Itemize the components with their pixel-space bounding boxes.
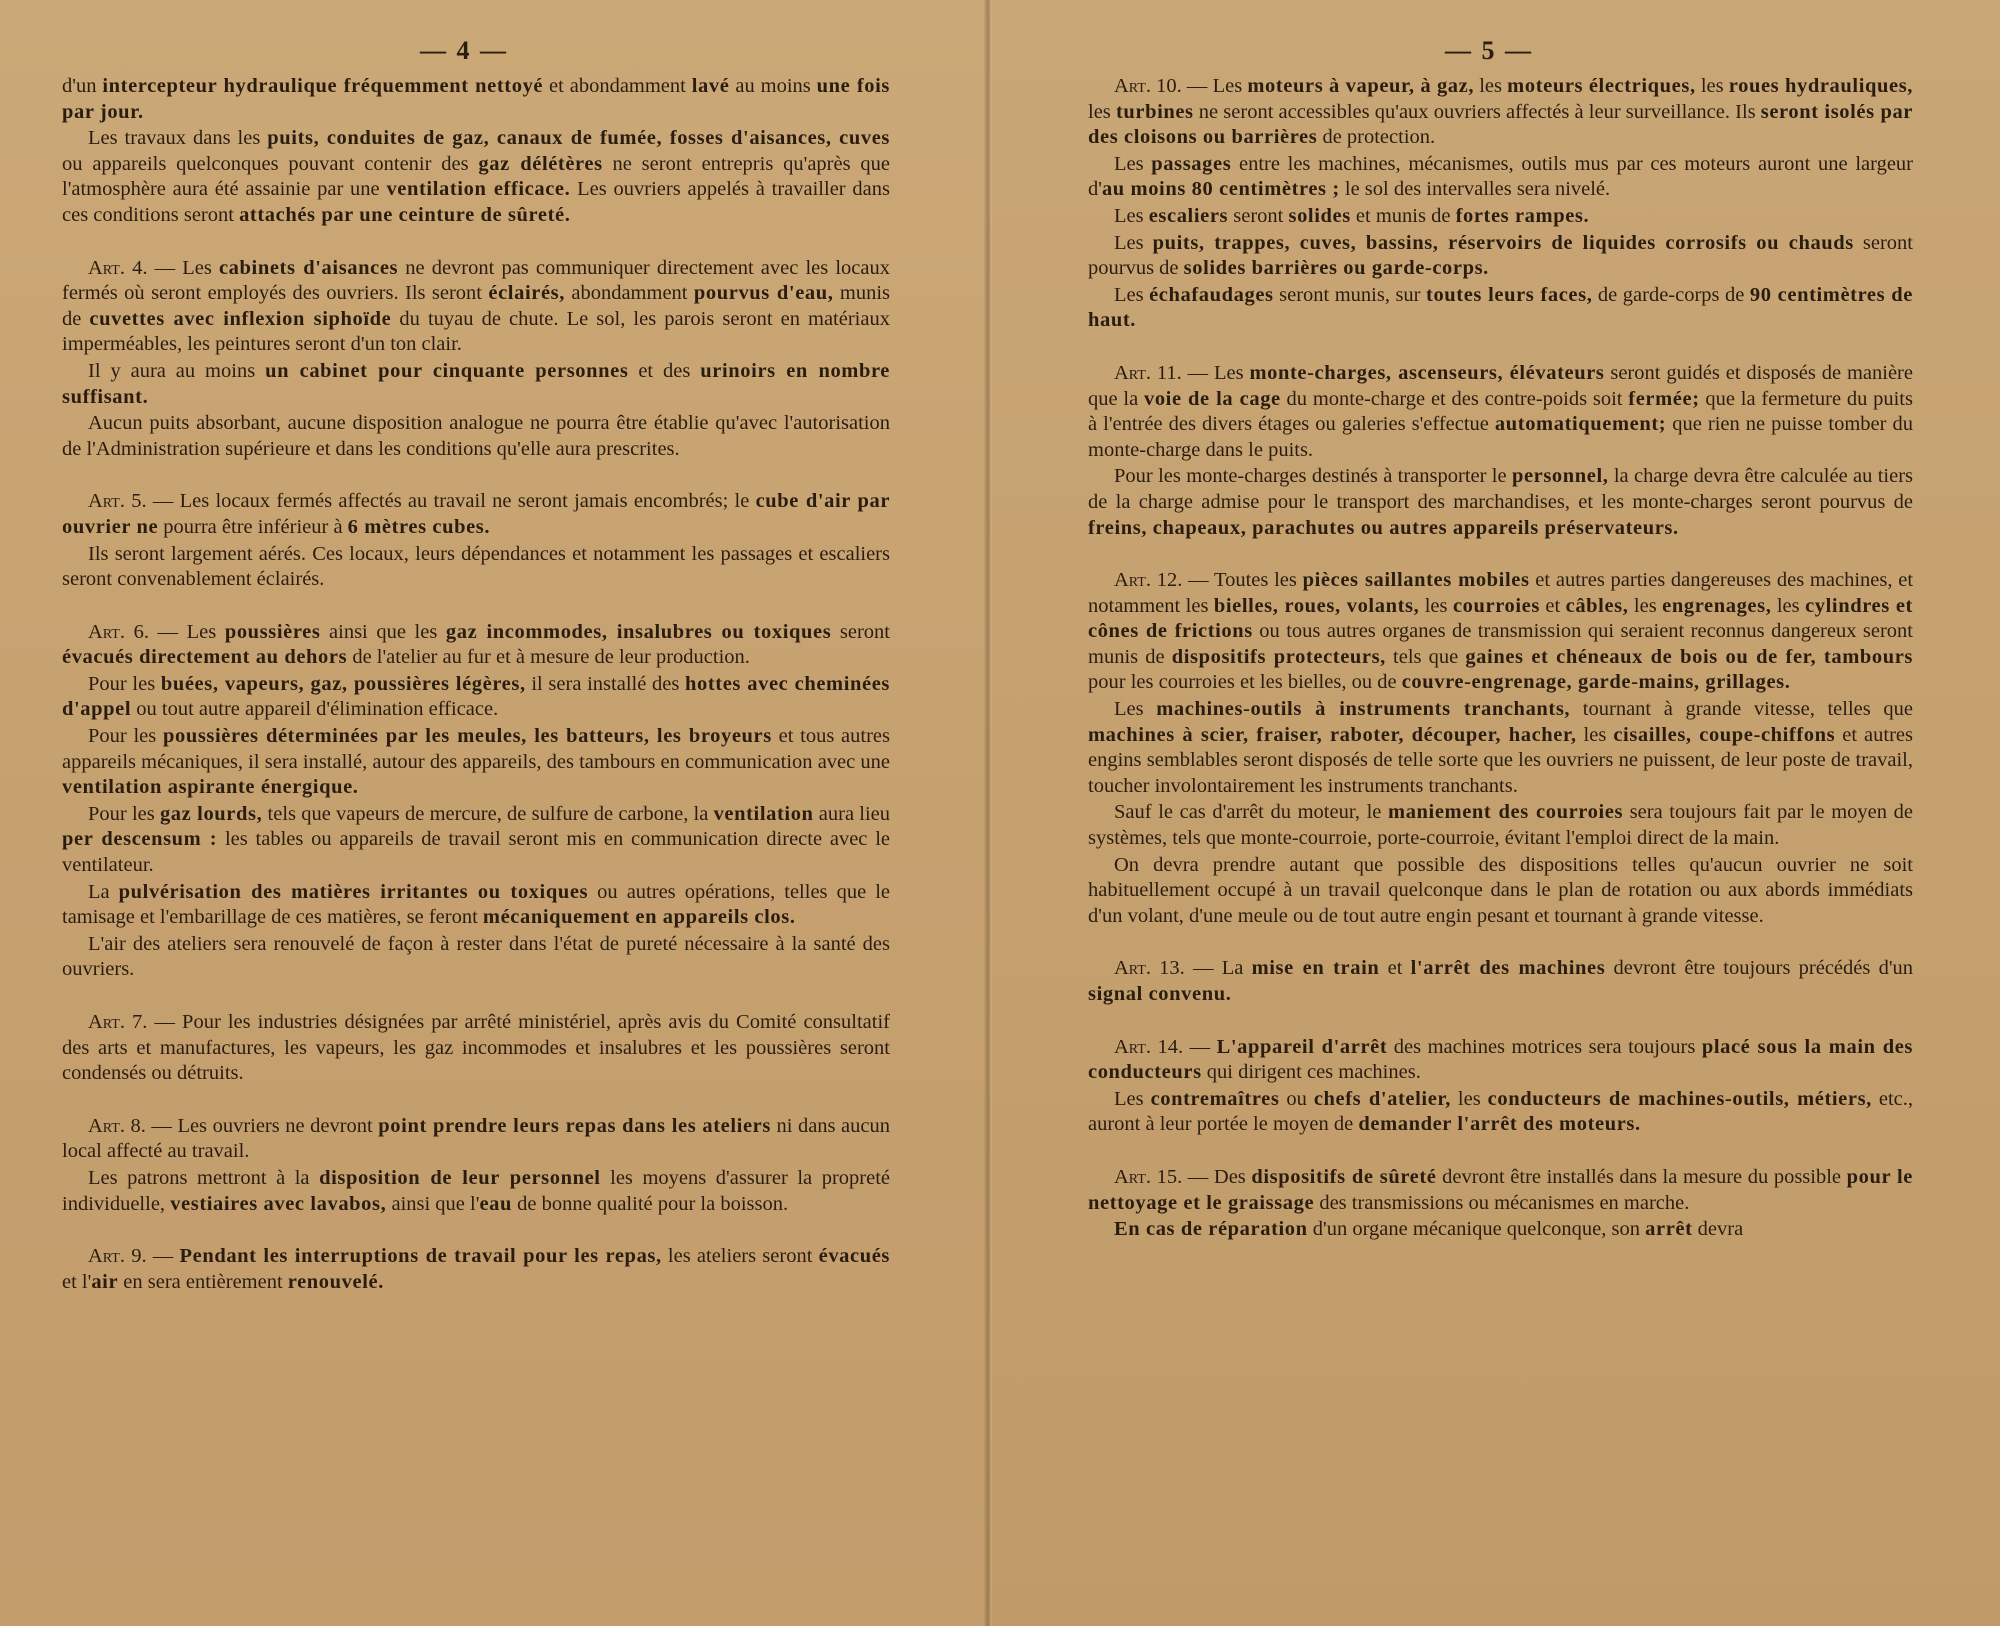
bold-text: gaz incommodes, insalubres ou toxiques: [445, 620, 832, 643]
article-number: Art. 4.: [88, 256, 148, 279]
bold-text: En cas de réparation: [1114, 1218, 1308, 1241]
page-fold: [984, 0, 992, 1626]
text: tournant à grande vitesse, telles que: [1570, 698, 1913, 721]
bold-text: pulvérisation des matières irritantes ou toxiques: [118, 880, 589, 903]
paragraph: [1088, 800, 1913, 851]
text: Les patrons mettront à la: [88, 1166, 320, 1189]
bold-text: cabinets d'aisances: [218, 256, 399, 279]
bold-text: gaz lourds,: [159, 802, 263, 825]
article-paragraph: [1088, 74, 1913, 151]
text: ou tous autres organes de transmission qui seraient reconnus dangereux seront munis de: [1088, 620, 1913, 668]
article-paragraph: [1088, 956, 1913, 1007]
text: sera toujours fait par le moyen de systèmes, tels que monte-courroie, porte-courroie, évitant l'emploi direct de la main.: [1088, 801, 1913, 850]
bold-text: ventilation efficace.: [386, 178, 571, 201]
bold-text: fermée;: [1628, 387, 1700, 410]
bold-text: mise en train: [1251, 957, 1380, 980]
text: les: [1419, 594, 1453, 617]
bold-text: L'appareil d'arrêt: [1216, 1035, 1388, 1058]
text: Pour les: [88, 802, 160, 825]
paragraph: [1088, 283, 1913, 334]
bold-text: urinoirs en nombre suffisant.: [62, 359, 891, 408]
text: — La: [1184, 957, 1252, 980]
bold-text: signal convenu.: [1088, 983, 1232, 1005]
bold-text: ventilation: [713, 802, 814, 825]
bold-text: 90 centimètres de haut.: [1088, 283, 1913, 332]
text: tels que: [1385, 645, 1466, 668]
bold-text: poussières déterminées par les meules, les batteurs, les broyeurs: [163, 725, 772, 748]
bold-text: ventilation aspirante énergique.: [62, 776, 359, 799]
article-paragraph: [1088, 1165, 1913, 1216]
paragraph: [62, 1166, 890, 1217]
text: et des: [628, 359, 701, 382]
text: le sol des intervalles sera nivelé.: [1339, 178, 1611, 201]
article-number: Art. 9.: [88, 1245, 147, 1268]
text: Pour les: [88, 672, 161, 695]
bold-text: pièces saillantes mobiles: [1302, 569, 1530, 592]
bold-text: per descensum :: [62, 828, 218, 851]
text: — Les: [148, 620, 225, 643]
bold-text: au moins 80 centimètres ;: [1101, 178, 1340, 201]
text: en sera entièrement: [118, 1270, 288, 1293]
text: que rien ne puisse tomber du monte-charge dans le puits.: [1088, 413, 1913, 461]
text: au moins: [729, 75, 817, 97]
text: entre les machines, mécanismes, outils mus par ces moteurs auront une largeur d': [1088, 152, 1913, 201]
text: Les: [1114, 283, 1150, 306]
text: de l'atelier au fur et à mesure de leur production.: [347, 646, 750, 669]
text: et tous autres appareils mécaniques, il sera installé, autour des appareils, des tambours en communication avec une: [62, 725, 890, 773]
left-page-text: [62, 74, 890, 1296]
text: Les: [1114, 1087, 1151, 1110]
bold-text: contremaîtres: [1150, 1087, 1280, 1110]
bold-text: disposition de leur personnel: [319, 1166, 601, 1189]
text: On devra prendre autant que possible des dispositions telles qu'aucun ouvrier ne soit habituellement occupé à un travail quelconque dans le plan de rotation ou aux abords immédiats d'un volant, d'une meule ou de tout autre engin pesant et tournant à grande vitesse.: [1088, 853, 1913, 927]
article-number: Art. 10.: [1114, 75, 1182, 97]
text: Pour les: [88, 725, 163, 748]
text: que la fermeture du puits à l'entrée des divers étages ou galeries s'effectue: [1088, 387, 1913, 436]
text: ne seront entrepris qu'après que l'atmosphère aura été assainie par une: [62, 152, 890, 201]
text: ainsi que les: [320, 620, 446, 643]
bold-text: eau: [479, 1192, 512, 1215]
text: abondamment: [564, 282, 694, 305]
article-number: Art. 11.: [1114, 361, 1182, 384]
article-paragraph: [1088, 1035, 1913, 1086]
text: ni dans aucun local affecté au travail.: [62, 1114, 890, 1163]
bold-text: évacués directement au dehors: [62, 646, 348, 669]
bold-text: dispositifs protecteurs,: [1171, 645, 1386, 668]
article-number: Art. 5.: [88, 490, 147, 513]
paragraph: [1088, 697, 1913, 799]
right-page-text: [1088, 74, 1913, 1244]
text: seront munis, sur: [1273, 283, 1427, 306]
text: et l': [62, 1270, 92, 1293]
bold-text: solides: [1288, 204, 1351, 227]
text: les: [1576, 723, 1614, 746]
bold-text: pourvus d'eau,: [693, 282, 834, 305]
text: Pour les monte-charges destinés à transporter le: [1114, 465, 1512, 488]
bold-text: attachés par une ceinture de sûreté.: [239, 203, 571, 226]
text: les ateliers seront: [661, 1245, 819, 1268]
bold-text: dispositifs de sûreté: [1251, 1165, 1437, 1188]
bold-text: moteurs à vapeur, à gaz,: [1247, 75, 1475, 97]
text: Les: [1114, 231, 1153, 254]
article-number: Art. 6.: [88, 620, 149, 643]
bold-text: 6 mètres cubes.: [347, 515, 491, 538]
paragraph: [62, 672, 890, 723]
text: les: [1628, 594, 1663, 617]
bold-text: cisailles, coupe-chiffons: [1613, 723, 1836, 746]
bold-text: évacués: [818, 1245, 891, 1268]
article-paragraph: [1088, 568, 1913, 696]
text: Les: [1114, 698, 1157, 721]
paragraph: [62, 802, 890, 879]
bold-text: monte-charges, ascenseurs, élévateurs: [1249, 361, 1605, 384]
text: ou autres opérations, telles que le tamisage et l'embarillage de ces matières, se feront: [62, 880, 891, 929]
text: munis de: [62, 282, 890, 330]
text: aura lieu: [813, 802, 891, 825]
text: devront être toujours précédés d'un: [1605, 957, 1914, 980]
text: Les: [1114, 204, 1149, 227]
text: La: [88, 880, 119, 903]
paragraph: [1088, 1087, 1913, 1138]
text: qui dirigent ces machines.: [1201, 1061, 1421, 1084]
bold-text: point prendre leurs repas dans les ateliers: [378, 1114, 771, 1137]
text: et autres parties dangereuses des machines, et notamment les: [1088, 569, 1914, 617]
paragraph: [62, 880, 890, 931]
bold-text: engrenages,: [1662, 594, 1772, 617]
bold-text: l'arrêt des machines: [1410, 957, 1606, 980]
bold-text: courroies: [1452, 594, 1540, 617]
article-paragraph: [62, 489, 890, 540]
text: L'air des ateliers sera renouvelé de façon à rester dans l'état de pureté nécessaire à la santé des ouvriers.: [62, 932, 890, 981]
bold-text: poussières: [224, 620, 321, 643]
text: les tables ou appareils de travail seront mis en communication directe avec le ventilateur.: [62, 828, 890, 877]
bold-text: chefs d'atelier,: [1313, 1087, 1451, 1110]
text: les: [1088, 100, 1116, 123]
text: etc., auront à leur portée le moyen de: [1088, 1087, 1913, 1136]
bold-text: puits, trappes, cuves, bassins, réservoirs de liquides corrosifs ou chauds: [1152, 231, 1854, 254]
bold-text: cuvettes avec inflexion siphoïde: [89, 307, 392, 330]
text: — Les ouvriers ne devront: [145, 1114, 379, 1137]
paragraph: [1088, 231, 1913, 282]
text: seront guidés et disposés de manière que la: [1088, 361, 1913, 410]
text: de garde-corps de: [1592, 283, 1750, 306]
bold-text: arrêt: [1645, 1218, 1693, 1241]
text: des machines motrices sera toujours: [1387, 1035, 1702, 1058]
text: — Les: [1181, 361, 1250, 384]
bold-text: bielles, roues, volants,: [1213, 594, 1420, 617]
bold-text: automatiquement;: [1494, 413, 1667, 436]
article-number: Art. 15.: [1114, 1165, 1183, 1188]
paragraph: [62, 411, 890, 462]
text: ou appareils quelconques pouvant contenir des: [62, 152, 479, 175]
article-paragraph: [62, 1114, 890, 1165]
bold-text: personnel,: [1511, 465, 1609, 488]
article-number: Art. 7.: [88, 1011, 148, 1033]
text: les: [1771, 594, 1806, 617]
text: pour les courroies et les bielles, ou de: [1088, 671, 1402, 694]
bold-text: maniement des courroies: [1388, 801, 1624, 824]
text: — Des: [1182, 1165, 1252, 1188]
bold-text: une fois par jour.: [62, 75, 891, 123]
text: les: [1474, 75, 1508, 97]
paragraph: [62, 542, 890, 593]
text: ne devront pas communiquer directement avec les locaux fermés où seront employés des ouvriers. Ils seront: [62, 256, 890, 305]
bold-text: un cabinet pour cinquante personnes: [265, 359, 629, 382]
text: seront: [831, 620, 891, 643]
article-number: Art. 8.: [88, 1114, 146, 1137]
text: les moyens d'assurer la propreté individuelle,: [62, 1166, 890, 1215]
paragraph: [1088, 464, 1913, 541]
bold-text: roues hydrauliques,: [1728, 75, 1913, 97]
paragraph: [1088, 1217, 1913, 1243]
bold-text: Pendant les interruptions de travail pour les repas,: [179, 1245, 662, 1268]
text: Il y aura au moins: [88, 359, 266, 382]
paragraph: [1088, 204, 1913, 230]
paragraph: [1088, 853, 1913, 930]
bold-text: gaines et chéneaux de bois ou de fer, tambours: [1465, 645, 1913, 668]
bold-text: machines à scier, fraiser, raboter, découper, hacher,: [1088, 723, 1577, 746]
text: Sauf le cas d'arrêt du moteur, le: [1114, 801, 1389, 824]
bold-text: mécaniquement en appareils clos.: [482, 906, 796, 929]
bold-text: intercepteur hydraulique fréquemment nettoyé: [102, 75, 544, 97]
bold-text: machines-outils à instruments tranchants,: [1156, 698, 1571, 721]
text: d'un: [62, 75, 103, 97]
bold-text: cube d'air par ouvrier ne: [62, 490, 891, 538]
article-number: Art. 14.: [1114, 1035, 1184, 1058]
text: ou: [1279, 1087, 1314, 1110]
text: — Les: [1181, 75, 1248, 97]
text: seront pourvus de: [1088, 231, 1913, 280]
text: — Pour les industries désignées par arrêté ministériel, après avis du Comité consultatif des arts et manufactures, les vapeurs, les gaz incommodes et insalubres et les poussières seront condensés ou détruits.: [62, 1011, 890, 1085]
text: seront: [1228, 204, 1289, 227]
bold-text: fortes rampes.: [1455, 204, 1590, 227]
text: — Les: [147, 256, 219, 279]
bold-text: lavé: [691, 75, 730, 97]
paragraph: [62, 724, 890, 801]
bold-text: hottes avec cheminées d'appel: [62, 672, 890, 721]
paragraph: [62, 359, 890, 410]
bold-text: échafaudages: [1149, 283, 1274, 306]
bold-text: conducteurs de machines-outils, métiers,: [1487, 1087, 1872, 1110]
page-number-left: — 4 —: [420, 36, 508, 65]
article-paragraph: [62, 1010, 890, 1087]
bold-text: placé sous la main des conducteurs: [1088, 1035, 1914, 1084]
bold-text: puits, conduites de gaz, canaux de fumée, fosses d'aisances, cuves: [267, 127, 890, 150]
text: les: [1450, 1087, 1488, 1110]
text: devra: [1692, 1218, 1744, 1241]
bold-text: éclairés,: [488, 282, 565, 305]
bold-text: seront isolés par des cloisons ou barrières: [1088, 100, 1914, 149]
bold-text: renouvelé.: [287, 1270, 384, 1293]
bold-text: escaliers: [1148, 204, 1229, 227]
text: ne seront accessibles qu'aux ouvriers affectés à leur surveillance. Ils: [1193, 100, 1761, 123]
text: il sera installé des: [525, 672, 685, 695]
text: les: [1695, 75, 1729, 97]
paragraph: [1088, 152, 1913, 203]
article-number: Art. 13.: [1114, 957, 1185, 980]
bold-text: gaz délétères: [478, 152, 603, 175]
text: et abondamment: [543, 75, 692, 97]
text: devront être installés dans la mesure du possible: [1436, 1165, 1847, 1188]
bold-text: couvre-engrenage, garde-mains, grillages.: [1401, 671, 1791, 694]
text: Les ouvriers appelés à travailler dans ces conditions seront: [62, 178, 890, 226]
text: de bonne qualité pour la boisson.: [512, 1192, 789, 1215]
bold-text: solides barrières ou garde-corps.: [1183, 257, 1489, 280]
text: ou tout autre appareil d'élimination efficace.: [131, 698, 499, 721]
text: du monte-charge et des contre-poids soit: [1280, 387, 1629, 410]
text: et munis de: [1350, 204, 1456, 227]
text: de protection.: [1317, 126, 1436, 149]
bold-text: passages: [1151, 152, 1232, 175]
paragraph: [62, 932, 890, 983]
article-paragraph: [1088, 361, 1913, 463]
text: des transmissions ou mécanismes en marche.: [1314, 1191, 1690, 1214]
page-number-right: — 5 —: [1445, 36, 1533, 65]
text: Ils seront largement aérés. Ces locaux, leurs dépendances et notamment les passages et escaliers seront convenablement éclairés.: [62, 542, 890, 591]
article-paragraph: [62, 620, 890, 671]
article-number: Art. 12.: [1114, 569, 1183, 592]
bold-text: turbines: [1115, 100, 1194, 123]
paragraph: [62, 74, 890, 125]
text: et autres engins semblables seront disposés de telle sorte que les ouvriers ne puissent, de leur poste de travail, toucher involontairement les instruments tranchants.: [1088, 723, 1913, 797]
bold-text: cylindres et cônes de frictions: [1088, 594, 1913, 643]
text: Les: [1114, 152, 1152, 175]
text: et: [1539, 594, 1566, 617]
text: pourra être inférieur à: [158, 515, 348, 538]
text: du tuyau de chute. Le sol, les parois seront en matériaux imperméables, les peintures seront d'un ton clair.: [62, 307, 890, 356]
bold-text: freins, chapeaux, parachutes ou autres appareils préservateurs.: [1088, 516, 1679, 539]
text: Les travaux dans les: [88, 127, 268, 150]
paragraph: [62, 126, 890, 228]
bold-text: moteurs électriques,: [1507, 75, 1696, 97]
bold-text: vestiaires avec lavabos,: [170, 1192, 387, 1215]
text: ainsi que l': [386, 1192, 480, 1215]
bold-text: toutes leurs faces,: [1426, 283, 1593, 306]
text: Aucun puits absorbant, aucune disposition analogue ne pourra être établie qu'avec l'autorisation de l'Administration supérieure et dans les conditions qu'elle aura prescrites.: [62, 412, 890, 460]
bold-text: demander l'arrêt des moteurs.: [1358, 1113, 1641, 1136]
text: et: [1379, 957, 1411, 980]
bold-text: voie de la cage: [1143, 387, 1281, 410]
text: la charge devra être calculée au tiers de la charge admise pour le transport des marchandises, et les monte-charges seront pourvus de: [1088, 465, 1913, 513]
bold-text: air: [91, 1270, 119, 1293]
bold-text: pour le nettoyage et le graissage: [1088, 1165, 1913, 1214]
text: — Toutes les: [1182, 569, 1303, 592]
text: — Les locaux fermés affectés au travail ne seront jamais encombrés; le: [146, 490, 756, 513]
article-paragraph: [62, 256, 890, 358]
text: d'un organe mécanique quelconque, son: [1307, 1218, 1646, 1241]
text: tels que vapeurs de mercure, de sulfure de carbone, la: [262, 802, 714, 825]
text: —: [146, 1245, 180, 1268]
text: —: [1183, 1035, 1217, 1058]
bold-text: câbles,: [1565, 594, 1629, 617]
article-paragraph: [62, 1244, 890, 1295]
bold-text: buées, vapeurs, gaz, poussières légères,: [160, 672, 526, 695]
